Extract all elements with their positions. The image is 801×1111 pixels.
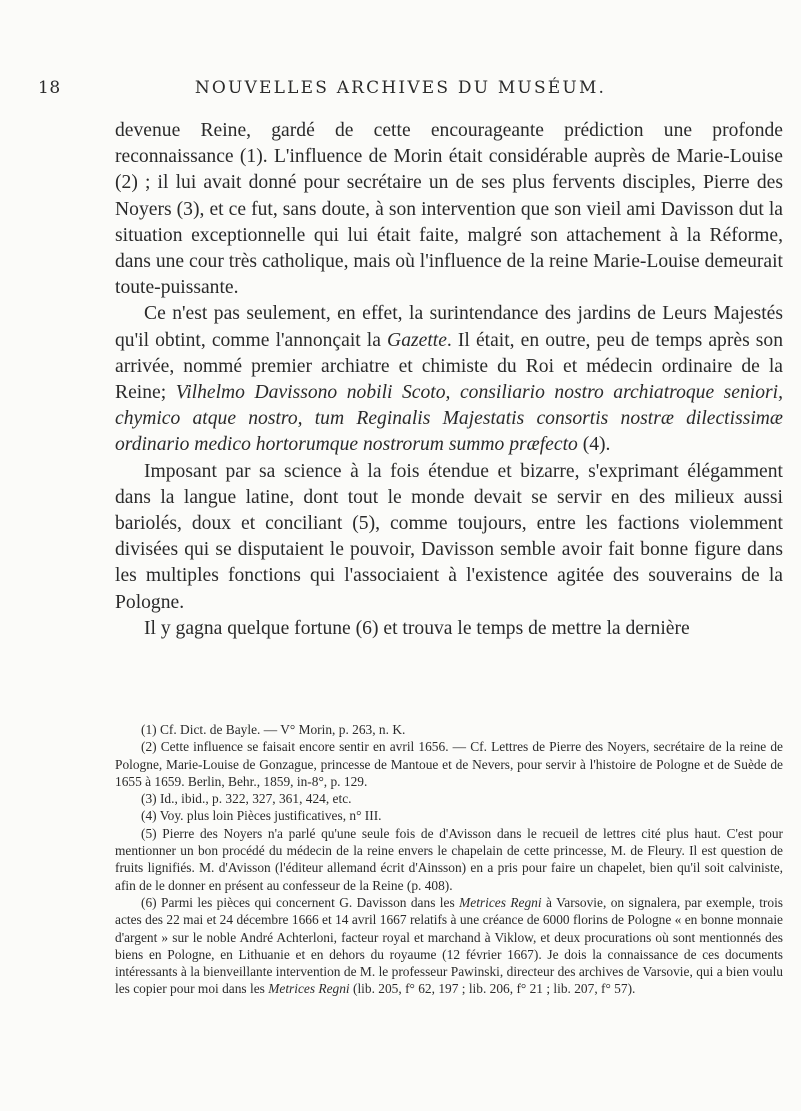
metrices-regni-title: Metrices Regni (459, 894, 542, 910)
footnotes (115, 721, 783, 998)
metrices-regni-title-2: Metrices Regni (268, 981, 350, 997)
paragraph-1: devenue Reine, gardé de cette encourageante prédiction une profonde reconnaissance (1). L'influence de Morin était considérable auprès de Marie-Louise (2) ; il lui avait donné pour secrétaire un de ses plus fervents disciples, Pierre des Noyers (3), et ce fut, sans doute, à son intervention que son vieil ami Davisson dut la situation exceptionnelle qui lui était faite, malgré son attachement à la Réforme, dans une cour très catholique, mais où l'influence de la reine Marie-Louise demeurait toute-puissante. (115, 120, 783, 299)
page-header (0, 78, 801, 104)
paragraph-2-middle: . Il était, en outre, peu de temps après son arrivée, nommé premier archiatre et chimiste du Roi et médecin ordinaire de la Reine; (115, 329, 784, 404)
footnote-1: (1) Cf. Dict. de Bayle. — V° Morin, p. 263, n. K. (141, 722, 406, 737)
paragraph-2 (115, 301, 783, 458)
footnote-6-start: (6) Parmi les pièces qui concernent G. Davisson dans les (141, 894, 460, 910)
footnote-6 (115, 894, 783, 998)
footnote-2: (2) Cette influence se faisait encore sentir en avril 1656. — Cf. Lettres de Pierre des Noyers, secrétaire de la reine de Pologne, Marie-Louise de Gonzague, princesse de Mantoue et de Nevers, pour servir à l'histoire de Pologne et de Suède de 1655 à 1659. Berlin, Behr., 1859, in-8°, p. 129. (115, 739, 783, 789)
running-title: NOUVELLES ARCHIVES DU MUSÉUM. (194, 78, 607, 98)
footnote-4: (4) Voy. plus loin Pièces justificatives, n° III. (141, 808, 382, 824)
footnote-6-middle: à Varsovie, on signalera, par exemple, trois actes des 22 mai et 24 décembre 1666 et 14 avril 1667 relatifs à une créance de 6000 florins de Pologne « en bonne monnaie d'argent » sur le noble André Achterloni, facteur royal et marchand à Viklow, et deux procurations où sont mentionnés des biens en Pologne, en Lithuanie et en dehors du royaume (12 février 1667). Je dois la connaissance de ces documents intéressants à la bienveillante intervention de M. le professeur Pawinski, directeur des archives de Varsovie, qui a bien voulu les copier pour moi dans les (115, 894, 783, 997)
body-text (115, 118, 783, 642)
paragraph-2-end: (4). (577, 434, 611, 456)
footnote-3: (3) Id., ibid., p. 322, 327, 361, 424, etc. (141, 791, 352, 807)
footnote-5: (5) Pierre des Noyers n'a parlé qu'une seule fois de d'Avisson dans le recueil de lettres cité plus haut. C'est pour mentionner un bon procédé du médecin de la reine envers le chapelain de cette princesse, M. de Fleury. Il est question de fruits lignifiés. M. d'Avisson (l'éditeur allemand écrit d'Ainsson) en a pris pour faire un chapelet, bien qu'il soit calviniste, afin de le donner en présent au confesseur de la Reine (p. 408). (115, 825, 783, 893)
paragraph-4: Il y gagna quelque fortune (6) et trouva le temps de mettre la dernière (144, 617, 690, 639)
latin-quotation: Vilhelmo Davissono nobili Scoto, consiliario nostro archiatroque seniori, chymico atque nostro, tum Reginalis Majestatis consortis nostræ dilectissimæ ordinario medico hortorumque nostrorum summo præfecto (115, 382, 784, 456)
footnote-6-end: (lib. 205, f° 62, 197 ; lib. 206, f° 21 ; lib. 207, f° 57). (349, 981, 636, 997)
paragraph-3: Imposant par sa science à la fois étendue et bizarre, s'exprimant élégamment dans la langue latine, dont tout le monde devait se servir en des milieux aussi bariolés, doux et conciliant (5), comme toujours, entre les factions violemment divisées qui se disputaient le pouvoir, Davisson semble avoir fait bonne figure dans les multiples fonctions qui l'associaient à l'existence agitée des souverains de la Pologne. (115, 460, 783, 613)
gazette-title: Gazette (387, 329, 447, 351)
paragraph-2-start: Ce n'est pas seulement, en effet, la surintendance des jardins de Leurs Majestés qu'il obtint, comme l'annonçait la (115, 303, 783, 351)
page-number: 18 (38, 78, 61, 98)
